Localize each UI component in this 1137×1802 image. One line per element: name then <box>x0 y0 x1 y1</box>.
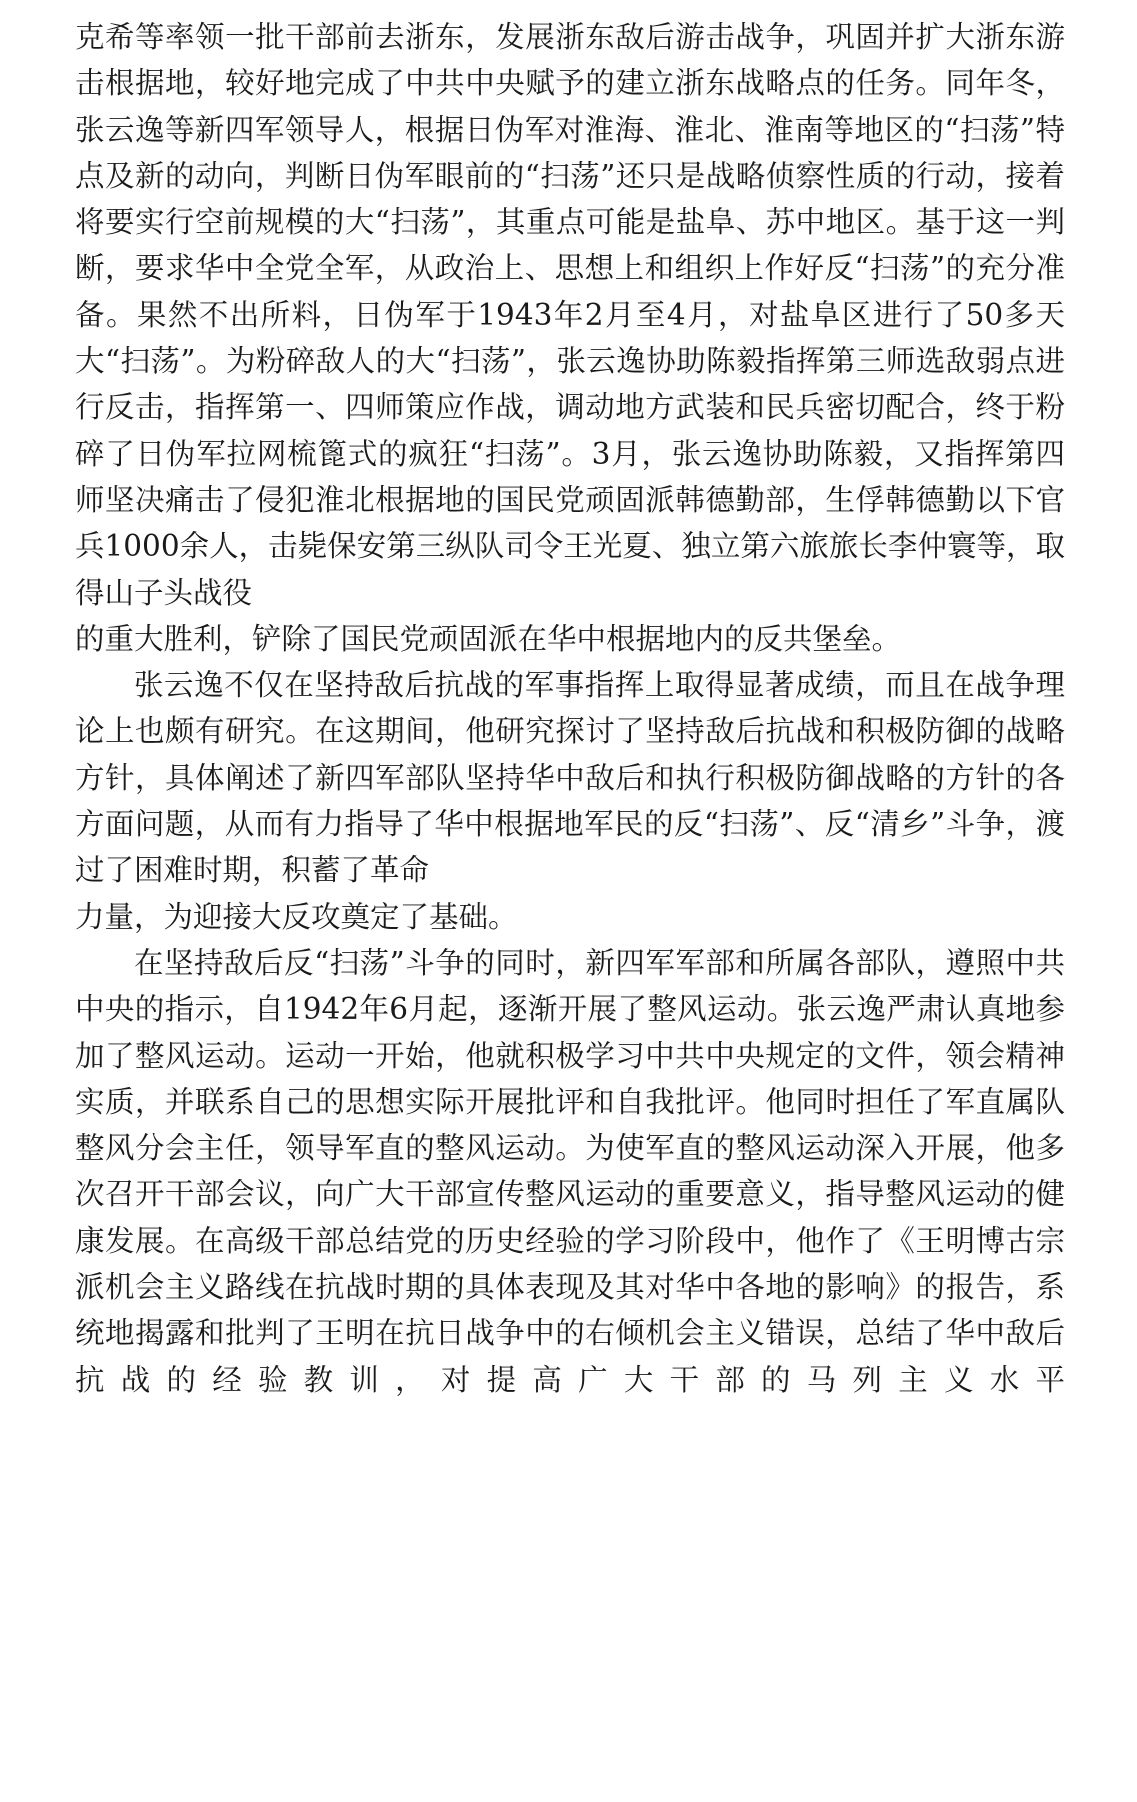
paragraph-3 <box>75 940 1065 1403</box>
paragraph-2-last-line: 力量，为迎接大反攻奠定了基础。 <box>75 899 518 934</box>
paragraph-3-body: 在坚持敌后反“扫荡”斗争的同时，新四军军部和所属各部队，遵照中共中央的指示，自1942年6月起，逐渐开展了整风运动。张云逸严肃认真地参加了整风运动。运动一开始，他就积极学习中共中央规定的文件，领会精神实质，并联系自己的思想实际开展批评和自我批评。他同时担任了军直属队整风分会主任，领导军直的整风运动。为使军直的整风运动深入开展，他多次召开干部会议，向广大干部宣传整风运动的重要意义，指导整风运动的健康发展。在高级干部总结党的历史经验的学习阶段中，他作了《王明博古宗派机会主义路线在抗战时期的具体表现及其对华中各地的影响》的报告，系统地揭露和批判了王明在抗日战争中的右倾机会主义错误，总结了华中敌后抗战的经验教训，对提高广大干部的马列主义水平 <box>75 945 1065 1397</box>
paragraph-1-body: 克希等率领一批干部前去浙东，发展浙东敌后游击战争，巩固并扩大浙东游击根据地，较好地完成了中共中央赋予的建立浙东战略点的任务。同年冬，张云逸等新四军领导人，根据日伪军对淮海、淮北、淮南等地区的“扫荡”特点及新的动向，判断日伪军眼前的“扫荡”还只是战略侦察性质的行动，接着将要实行空前规模的大“扫荡”，其重点可能是盐阜、苏中地区。基于这一判断，要求华中全党全军，从政治上、思想上和组织上作好反“扫荡”的充分准备。果然不出所料，日伪军于1943年2月至4月，对盐阜区进行了50多天大“扫荡”。为粉碎敌人的大“扫荡”，张云逸协助陈毅指挥第三师选敌弱点进行反击，指挥第一、四师策应作战，调动地方武装和民兵密切配合，终于粉碎了日伪军拉网梳篦式的疯狂“扫荡”。3月，张云逸协助陈毅，又指挥第四师坚决痛击了侵犯淮北根据地的国民党顽固派韩德勤部，生俘韩德勤以下官兵1000余人，击毙保安第三纵队司令王光夏、独立第六旅旅长李仲寰等，取得山子头战役 <box>75 20 1065 610</box>
paragraph-1-last-line: 的重大胜利，铲除了国民党顽固派在华中根据地内的反共堡垒。 <box>75 621 902 656</box>
paragraph-2 <box>75 662 1065 940</box>
paragraph-2-body: 张云逸不仅在坚持敌后抗战的军事指挥上取得显著成绩，而且在战争理论上也颇有研究。在这期间，他研究探讨了坚持敌后抗战和积极防御的战略方针，具体阐述了新四军部队坚持华中敌后和执行积极防御战略的方针的各方面问题，从而有力指导了华中根据地军民的反“扫荡”、反“清乡”斗争，渡过了困难时期，积蓄了革命 <box>75 668 1065 888</box>
document-page <box>75 14 1065 1403</box>
paragraph-1 <box>75 14 1065 662</box>
